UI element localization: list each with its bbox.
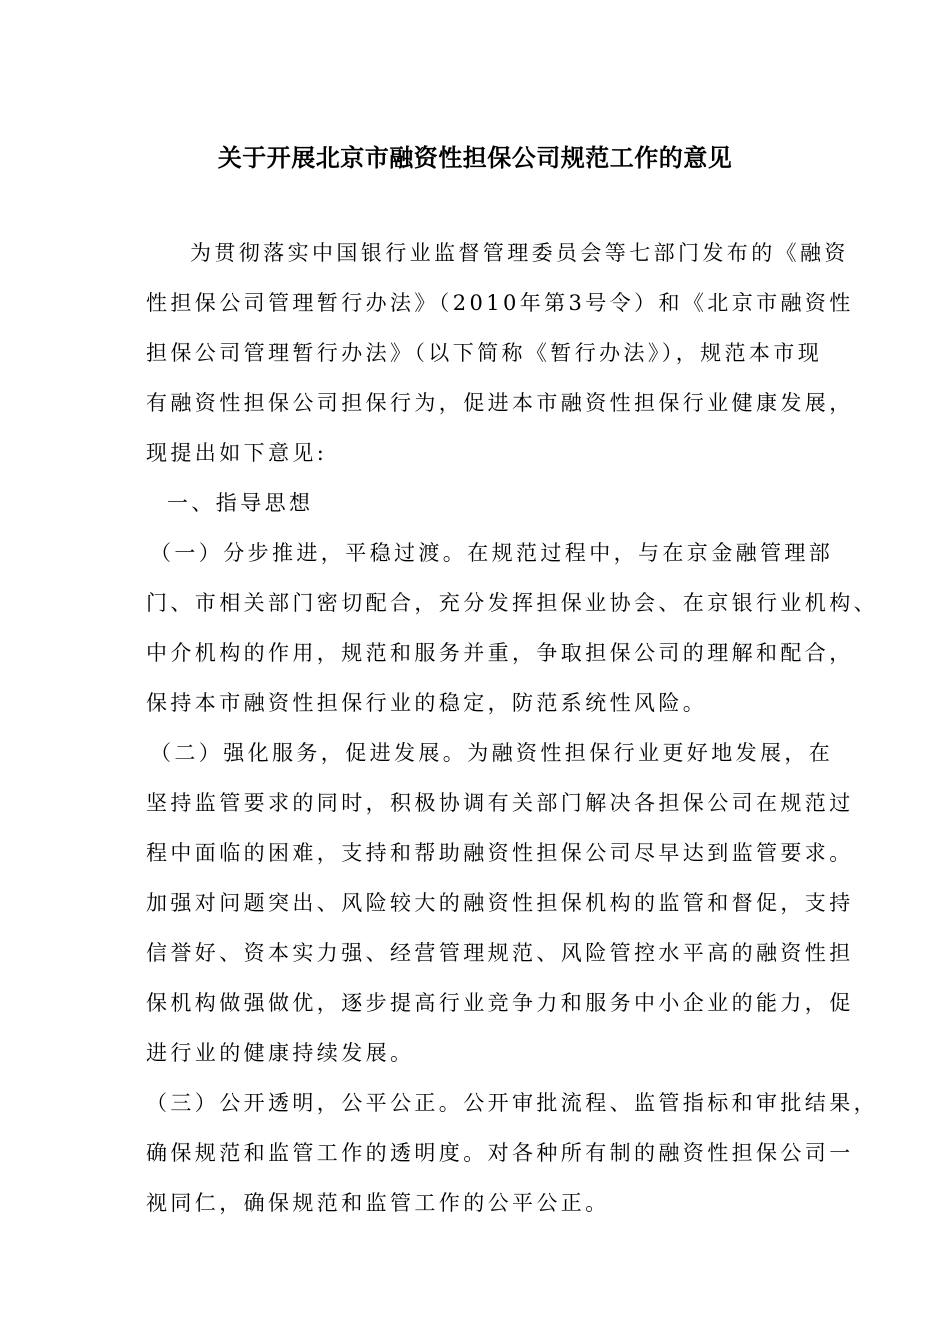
paragraph-line: 确保规范和监管工作的透明度。对各种所有制的融资性担保公司一 (146, 1141, 854, 1165)
paragraph-line: （二）强化服务，促进发展。为融资性担保行业更好地发展，在 (150, 741, 834, 765)
document-title: 关于开展北京市融资性担保公司规范工作的意见 (217, 144, 733, 172)
paragraph-line: 保持本市融资性担保行业的稳定，防范系统性风险。 (146, 691, 708, 715)
paragraph-line: 加强对问题突出、风险较大的融资性担保机构的监管和督促，支持 (146, 891, 854, 915)
paragraph-line: 有融资性担保公司担保行为，促进本市融资性担保行业健康发展， (146, 391, 854, 415)
paragraph-line: 性担保公司管理暂行办法》（2010年第3号令）和《北京市融资性 (146, 291, 854, 315)
paragraph-line: 担保公司管理暂行办法》（以下简称《暂行办法》），规范本市现 (146, 341, 823, 365)
paragraph-line: 为贯彻落实中国银行业监督管理委员会等七部门发布的《融资 (190, 241, 849, 265)
paragraph-line: 信誉好、资本实力强、经营管理规范、风险管控水平高的融资性担 (146, 941, 854, 965)
paragraph-line: 视同仁，确保规范和监管工作的公平公正。 (146, 1191, 610, 1215)
paragraph-line: （一）分步推进，平稳过渡。在规范过程中，与在京金融管理部 (150, 541, 834, 565)
paragraph-line: 中介机构的作用，规范和服务并重，争取担保公司的理解和配合， (146, 641, 854, 665)
paragraph-line: 进行业的健康持续发展。 (146, 1041, 415, 1065)
paragraph-line: 坚持监管要求的同时，积极协调有关部门解决各担保公司在规范过 (146, 791, 854, 815)
paragraph-line: 程中面临的困难，支持和帮助融资性担保公司尽早达到监管要求。 (146, 841, 854, 865)
paragraph-line: 现提出如下意见: (146, 441, 328, 465)
paragraph-line: 门、市相关部门密切配合，充分发挥担保业协会、在京银行业机构、 (146, 591, 878, 615)
paragraph-line: 保机构做强做优，逐步提高行业竞争力和服务中小企业的能力，促 (146, 991, 854, 1015)
section-heading: 一、指导思想 (167, 491, 314, 515)
paragraph-line: （三）公开透明，公平公正。公开审批流程、监管指标和审批结果， (146, 1091, 878, 1115)
